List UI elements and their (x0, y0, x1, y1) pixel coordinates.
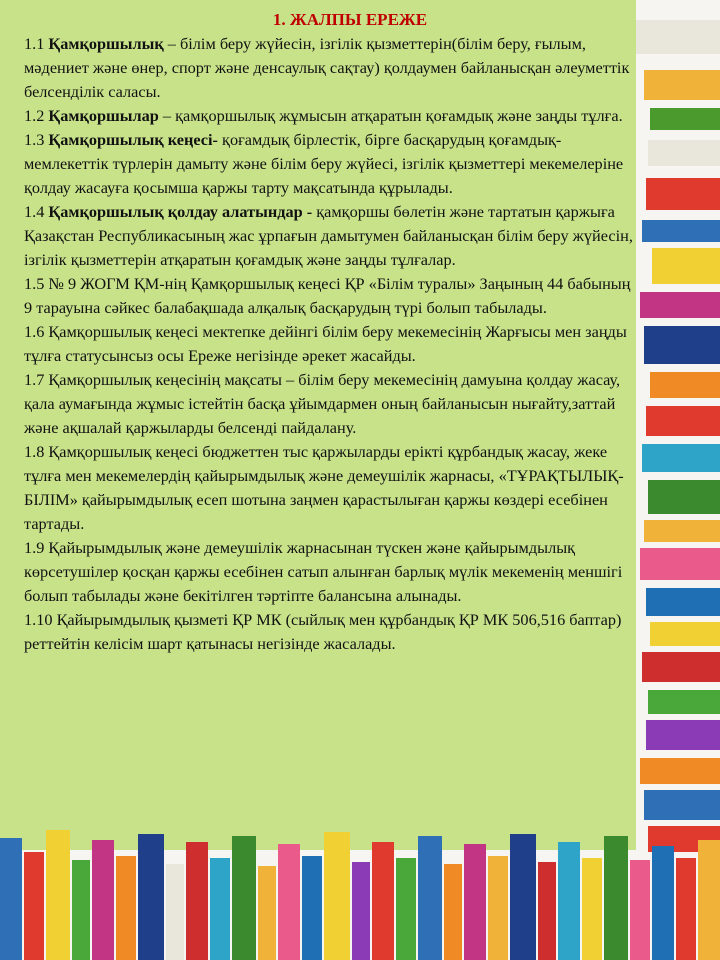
right-book-stack-decoration (636, 20, 720, 852)
paragraph-text: қоғамдық бірлестік, бірге басқарудың қоғамдық-мемлекеттік түрлерін дамыту және білім беру жүйесі, ізгілік қызметтері мекемелеріне қолдау жасауға қосымша қаржы тарту мақсатында құрылады. (24, 130, 624, 197)
paragraph-term: Қамқоршылық қолдау алатындар - (48, 202, 313, 221)
paragraph-1-1 (24, 32, 636, 104)
paragraph-1-9: 1.9 Қайырымдылық және демеушілік жарнасынан түскен және қайырымдылық көрсетушілер қосқан қаржы есебінен сатып алынған барлық мүлік мекеменің меншігі болып табылады және бекітілген тәртіпте балансына алынады. (24, 538, 623, 605)
paragraph-number: 1.4 (24, 202, 49, 221)
paragraph-1-2 (24, 104, 636, 128)
paragraph-1-8: 1.8 Қамқоршылық кеңесі бюджеттен тыс қаржыларды ерікті құрбандық жасау, жеке тұлға мен мекемелердің қайырымдылық және демеушілік жарнасы, «ТҰРАҚТЫЛЫҚ-БІЛІМ» қайырымдылық есеп шотына заңмен қарастылыған қаржы көздері есебінен тартады. (24, 442, 624, 533)
paragraph-1-6: 1.6 Қамқоршылық кеңесі мектепке дейінгі білім беру мекемесінің Жарғысы мен заңды тұлға статусынсыз осы Ереже негізінде әрекет жасайды. (24, 322, 627, 365)
paragraph-1-10: 1.10 Қайырымдылық қызметі ҚР МК (сыйлық мен құрбандық ҚР МК 506,516 баптар) реттейтін келісім шарт қатынасы негізінде жасалады. (24, 610, 622, 653)
paragraph-text: – қамқоршылық жұмысын атқаратын қоғамдық және заңды тұлға. (158, 106, 623, 125)
slide-title: 1. ЖАЛПЫ ЕРЕЖЕ (272, 10, 428, 29)
slide-text-block (24, 8, 636, 656)
paragraph-text: қамқоршы бөлетін және тартатын қаржыға Қазақстан Республикасының жас ұрпағын дамытумен байланысқан білім беру жүйесін, ізгілік қызметтерін атқаратын қоғамдық және заңды тұлғалар. (24, 202, 633, 269)
paragraph-1-7: 1.7 Қамқоршылық кеңесінің мақсаты – білім беру мекемесінің дамуына қолдау жасау, қала аумағында жұмыс істейтін басқа ұйымдармен оның байланысын нығайту,заттай және ақшалай қаржыларды белсенді пайдалану. (24, 370, 621, 437)
paragraph-1-5: 1.5 № 9 ЖОГМ ҚМ-нің Қамқоршылық кеңесі ҚР «Білім туралы» Заңының 44 бабының 9 тарауына сәйкес балабақшада алқалық басқарудың түрі болып табылады. (24, 274, 631, 317)
paragraph-term: Қамқоршылық (48, 34, 164, 53)
paragraph-term: Қамқоршылық кеңесі- (48, 130, 218, 149)
paragraph-1-4 (24, 200, 636, 272)
paragraph-number: 1.2 (24, 106, 49, 125)
paragraph-text: – білім беру жүйесін, ізгілік қызметтерін(білім беру, ғылым, мәдениет және өнер, спорт және денсаулық сақтау) қолдаумен байланысқан әлеуметтік белсенділік саласы. (24, 34, 630, 101)
paragraph-1-3 (24, 128, 636, 200)
paragraph-number: 1.3 (24, 130, 49, 149)
paragraph-number: 1.1 (24, 34, 49, 53)
paragraph-term: Қамқоршылар (48, 106, 159, 125)
